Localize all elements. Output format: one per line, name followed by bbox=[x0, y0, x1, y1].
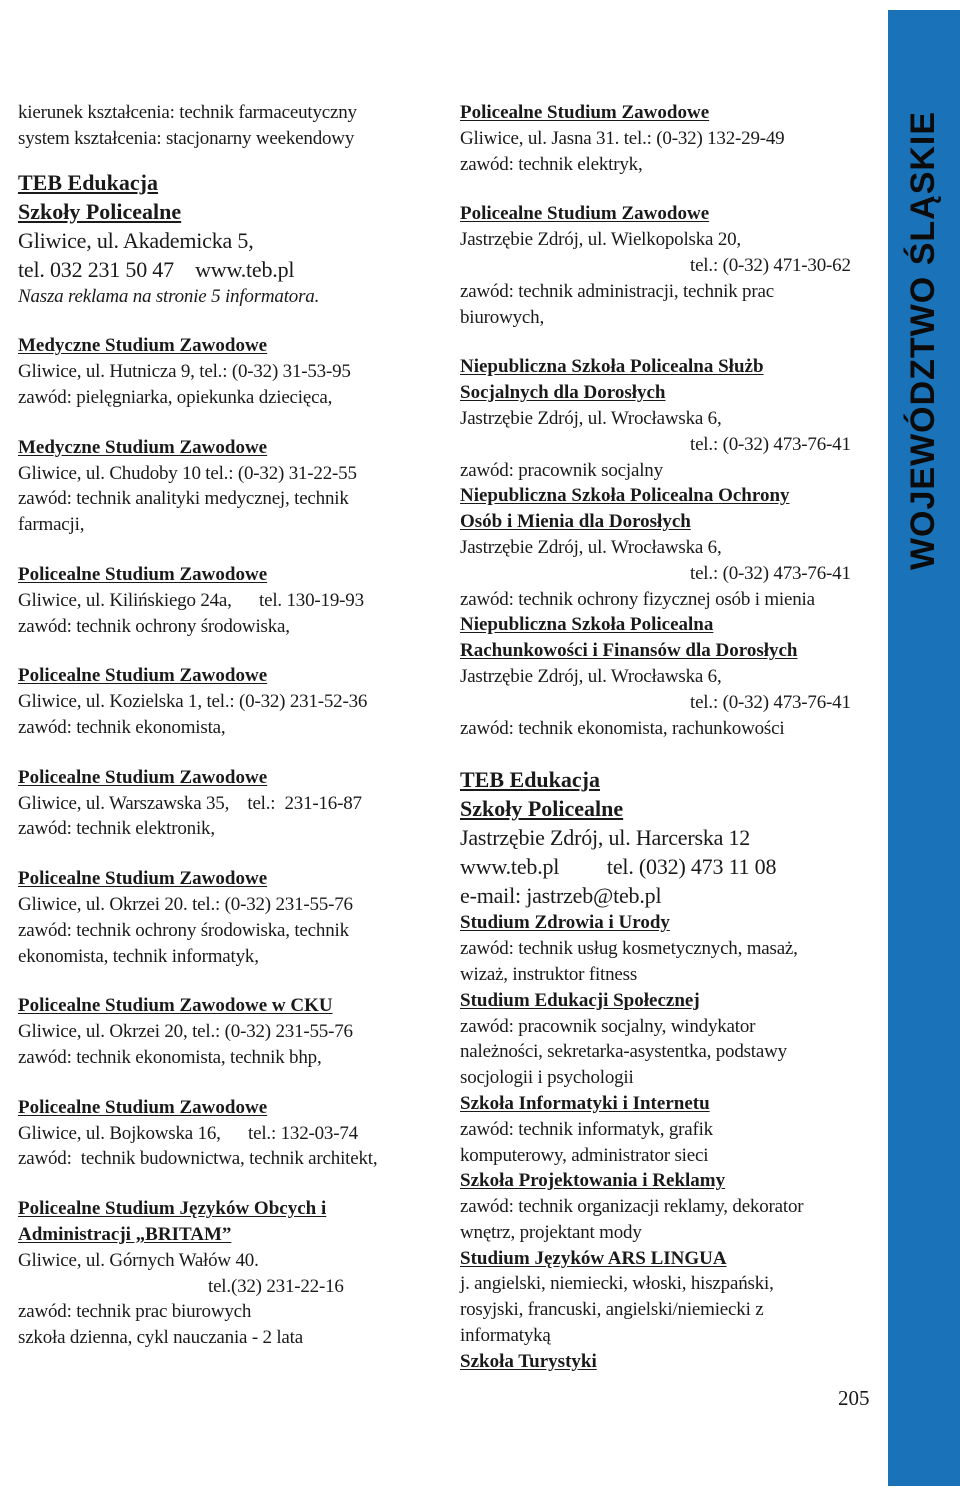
entry-name: Policealne Studium Zawodowe w CKU bbox=[18, 995, 333, 1017]
entry-line: zawód: technik ochrony fizycznej osób i mienia bbox=[460, 588, 815, 610]
entry-line: zawód: technik elektryk, bbox=[460, 153, 643, 175]
teb-email: e-mail: jastrzeb@teb.pl bbox=[460, 883, 662, 909]
entry-np3 bbox=[460, 612, 880, 741]
school-line: socjologii i psychologii bbox=[460, 1067, 634, 1089]
school-line: zawód: technik usług kosmetycznych, masaż, bbox=[460, 938, 798, 960]
entry-name: Policealne Studium Zawodowe bbox=[460, 203, 710, 225]
school-line: rosyjski, francuski, angielski/niemiecki z bbox=[460, 1299, 764, 1321]
entry-name: Policealne Studium Zawodowe bbox=[460, 102, 710, 123]
school-line: należności, sekretarka-asystentka, podstawy bbox=[460, 1041, 787, 1063]
entry-line: Jastrzębie Zdrój, ul. Wrocławska 6, bbox=[460, 407, 722, 429]
entry-line: Gliwice, ul. Okrzei 20. tel.: (0-32) 231-55-76 bbox=[18, 893, 353, 915]
entry-line: zawód: technik administracji, technik prac bbox=[460, 280, 774, 302]
entry-name: Medyczne Studium Zawodowe bbox=[18, 436, 268, 458]
school-name: Szkoła Informatyki i Internetu bbox=[460, 1092, 710, 1114]
entry-line: zawód: technik prac biurowych bbox=[18, 1301, 252, 1323]
school-line: zawód: pracownik socjalny, windykator bbox=[460, 1015, 756, 1037]
entry-8 bbox=[18, 1095, 438, 1172]
entry-name: Administracji „BRITAM” bbox=[18, 1223, 232, 1245]
entry-phone: tel.: (0-32) 473-76-41 bbox=[690, 433, 851, 455]
teb-note: Nasza reklama na stronie 5 informatora. bbox=[18, 285, 320, 307]
school-line: zawód: technik organizacji reklamy, dekorator bbox=[460, 1196, 804, 1218]
school-4 bbox=[460, 1168, 880, 1245]
school-line: komputerowy, administrator sieci bbox=[460, 1144, 709, 1166]
entry-name: Policealne Studium Zawodowe bbox=[18, 766, 268, 788]
teb-contact: tel. 032 231 50 47 www.teb.pl bbox=[18, 256, 295, 282]
entry-britam bbox=[18, 1196, 438, 1351]
entry-line: ekonomista, technik informatyk, bbox=[18, 945, 259, 967]
entry-name: Medyczne Studium Zawodowe bbox=[18, 335, 268, 357]
entry-name: Policealne Studium Zawodowe bbox=[18, 563, 268, 585]
teb-title: TEB Edukacja bbox=[18, 169, 158, 195]
entry-7 bbox=[18, 993, 438, 1070]
intro-line: kierunek kształcenia: technik farmaceutyczny bbox=[18, 102, 357, 123]
entry-line: Jastrzębie Zdrój, ul. Wrocławska 6, bbox=[460, 665, 722, 687]
entry-name: Niepubliczna Szkoła Policealna Służb bbox=[460, 356, 764, 378]
entry-line: Jastrzębie Zdrój, ul. Wielkopolska 20, bbox=[460, 229, 741, 251]
entry-name: Policealne Studium Zawodowe bbox=[18, 1096, 268, 1118]
school-2 bbox=[460, 988, 880, 1091]
school-6 bbox=[460, 1349, 880, 1375]
school-name: Szkoła Projektowania i Reklamy bbox=[460, 1170, 726, 1192]
teb-title: TEB Edukacja bbox=[460, 767, 600, 793]
school-name: Studium Edukacji Społecznej bbox=[460, 989, 700, 1011]
entry-4 bbox=[18, 663, 438, 740]
school-1 bbox=[460, 910, 880, 987]
entry-name: Niepubliczna Szkoła Policealna Ochrony bbox=[460, 485, 790, 507]
school-name: Szkoła Turystyki bbox=[460, 1350, 597, 1372]
entry-name: Socjalnych dla Dorosłych bbox=[460, 382, 666, 404]
school-line: zawód: technik informatyk, grafik bbox=[460, 1118, 713, 1140]
page-number: 205 bbox=[838, 1386, 870, 1410]
entry-line: zawód: technik ekonomista, rachunkowości bbox=[460, 717, 785, 739]
entry-r1 bbox=[460, 100, 880, 177]
entry-line: zawód: technik ochrony środowiska, technik bbox=[18, 919, 349, 941]
entry-name: Policealne Studium Języków Obcych i bbox=[18, 1198, 327, 1220]
entry-line: zawód: pracownik socjalny bbox=[460, 459, 663, 481]
school-line: wizaż, instruktor fitness bbox=[460, 963, 638, 985]
entry-line: Gliwice, ul. Kilińskiego 24a, tel. 130-19-93 bbox=[18, 589, 364, 611]
entry-name: Policealne Studium Zawodowe bbox=[18, 665, 268, 687]
school-line: j. angielski, niemiecki, włoski, hiszpański, bbox=[460, 1273, 774, 1295]
entry-name: Rachunkowości i Finansów dla Dorosłych bbox=[460, 640, 798, 662]
entry-2 bbox=[18, 435, 438, 538]
entry-name: Niepubliczna Szkoła Policealna bbox=[460, 614, 714, 636]
teb-contact: www.teb.pl tel. (032) 473 11 08 bbox=[460, 854, 777, 880]
intro-line: system kształcenia: stacjonarny weekendowy bbox=[18, 127, 355, 149]
entry-line: Gliwice, ul. Chudoby 10 tel.: (0-32) 31-22-55 bbox=[18, 462, 357, 484]
entry-line: Gliwice, ul. Hutnicza 9, tel.: (0-32) 31-53-95 bbox=[18, 361, 351, 383]
entry-line: zawód: pielęgniarka, opiekunka dziecięca, bbox=[18, 386, 333, 408]
region-label-wrap bbox=[888, 10, 960, 670]
entry-phone: tel.: (0-32) 473-76-41 bbox=[690, 691, 851, 713]
school-name: Studium Zdrowia i Urody bbox=[460, 912, 670, 934]
entry-r2 bbox=[460, 201, 880, 330]
entry-line: zawód: technik ekonomista, technik bhp, bbox=[18, 1046, 322, 1068]
teb-address: Jastrzębie Zdrój, ul. Harcerska 12 bbox=[460, 825, 751, 851]
entry-name: Osób i Mienia dla Dorosłych bbox=[460, 511, 691, 533]
entry-line: szkoła dzienna, cykl nauczania - 2 lata bbox=[18, 1327, 303, 1349]
entry-line: zawód: technik ochrony środowiska, bbox=[18, 615, 290, 637]
entry-line: farmacji, bbox=[18, 514, 85, 536]
entry-phone: tel.: (0-32) 471-30-62 bbox=[690, 254, 851, 276]
region-label: WOJEWÓDZTWO ŚLĄSKIE bbox=[904, 110, 943, 570]
school-5 bbox=[460, 1246, 880, 1349]
entry-3 bbox=[18, 562, 438, 639]
entry-line: Gliwice, ul. Jasna 31. tel.: (0-32) 132-29-49 bbox=[460, 127, 785, 149]
entry-line: zawód: technik budownictwa, technik architekt, bbox=[18, 1148, 378, 1170]
entry-line: Jastrzębie Zdrój, ul. Wrocławska 6, bbox=[460, 536, 722, 558]
region-sidebar bbox=[888, 10, 960, 1486]
school-name: Studium Języków ARS LINGUA bbox=[460, 1247, 727, 1269]
teb-block-right bbox=[460, 765, 880, 910]
entry-1 bbox=[18, 333, 438, 410]
entry-line: Gliwice, ul. Górnych Wałów 40. bbox=[18, 1249, 259, 1271]
teb-address: Gliwice, ul. Akademicka 5, bbox=[18, 227, 254, 253]
entry-phone: tel.(32) 231-22-16 bbox=[208, 1275, 344, 1297]
entry-line: Gliwice, ul. Kozielska 1, tel.: (0-32) 231-52-36 bbox=[18, 691, 368, 713]
entry-line: biurowych, bbox=[460, 306, 545, 328]
teb-subtitle: Szkoły Policealne bbox=[18, 198, 182, 224]
entry-line: Gliwice, ul. Warszawska 35, tel.: 231-16-87 bbox=[18, 792, 362, 814]
entry-line: zawód: technik elektronik, bbox=[18, 818, 215, 840]
school-3 bbox=[460, 1091, 880, 1168]
left-column bbox=[18, 100, 438, 1351]
entry-name: Policealne Studium Zawodowe bbox=[18, 868, 268, 890]
entry-line: Gliwice, ul. Okrzei 20, tel.: (0-32) 231-55-76 bbox=[18, 1021, 353, 1043]
right-column bbox=[460, 100, 880, 1375]
entry-np2 bbox=[460, 483, 880, 612]
entry-np1 bbox=[460, 354, 880, 483]
entry-line: Gliwice, ul. Bojkowska 16, tel.: 132-03-74 bbox=[18, 1122, 358, 1144]
teb-subtitle: Szkoły Policealne bbox=[460, 796, 624, 822]
entry-6 bbox=[18, 866, 438, 969]
entry-line: zawód: technik analityki medycznej, technik bbox=[18, 488, 349, 510]
entry-phone: tel.: (0-32) 473-76-41 bbox=[690, 562, 851, 584]
entry-5 bbox=[18, 765, 438, 842]
school-line: wnętrz, projektant mody bbox=[460, 1221, 642, 1243]
school-line: informatyką bbox=[460, 1325, 551, 1347]
entry-line: zawód: technik ekonomista, bbox=[18, 716, 226, 738]
